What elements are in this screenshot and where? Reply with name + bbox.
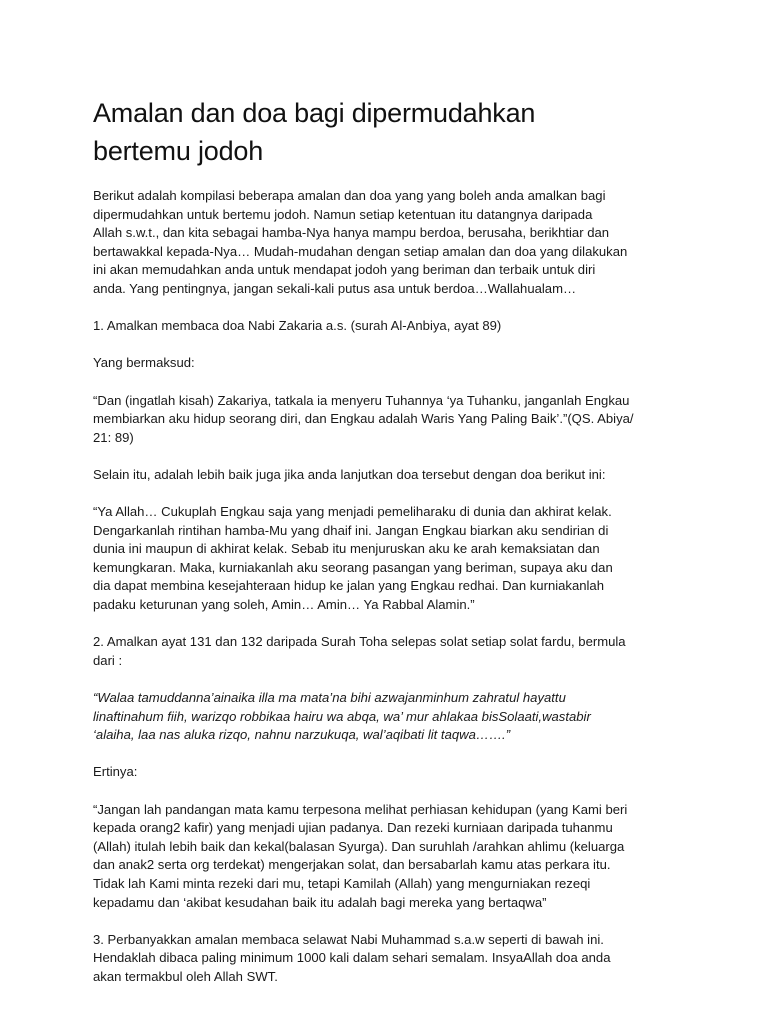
paragraph-line: dari : <box>93 652 123 668</box>
paragraph-line: kemungkaran. Maka, kurniakanlah aku seorang pasangan yang beriman, supaya aku dan <box>93 559 613 575</box>
paragraph-line: “Walaa tamuddanna’ainaika illa ma mata’na bihi azwajanminhum zahratul hayattu <box>93 690 566 706</box>
paragraph-line: Hendaklah dibaca paling minimum 1000 kali dalam sehari semalam. InsyaAllah doa anda <box>93 950 611 966</box>
paragraph-line: bertawakkal kepada-Nya… Mudah-mudahan dengan setiap amalan dan doa yang dilakukan <box>93 243 628 259</box>
paragraph-line: Ertinya: <box>93 764 138 780</box>
paragraph-line: Berikut adalah kompilasi beberapa amalan dan doa yang yang boleh anda amalkan bagi <box>93 188 606 203</box>
title-line: bertemu jodoh <box>93 136 264 166</box>
paragraph-line: 21: 89) <box>93 429 134 445</box>
paragraph-line: membiarkan aku hidup seorang diri, dan Engkau adalah Waris Yang Paling Baik’.”(QS. Abiya/ <box>93 411 634 427</box>
paragraph-line: Dengarkanlah rintihan hamba-Mu yang dhaif ini. Jangan Engkau biarkan aku sendirian di <box>93 522 609 538</box>
paragraph-line: kepada orang2 kafir) yang menjadi ujian padanya. Dan rezeki kurniaan daripada tuhanmu <box>93 820 613 836</box>
paragraph-line: dia dapat membina kesejahteraan hidup ke jalan yang Engkau redhai. Dan kurniakanlah <box>93 578 605 594</box>
paragraph-line: dipermudahkan untuk bertemu jodoh. Namun setiap ketentuan itu datangnya daripada <box>93 206 593 222</box>
document-body <box>93 187 693 987</box>
paragraph <box>93 354 693 373</box>
paragraph-line: Allah s.w.t., dan kita sebagai hamba-Nya hanya mampu berdoa, berusaha, berikhtiar dan <box>93 225 610 241</box>
paragraph <box>93 503 693 615</box>
paragraph-line: “Jangan lah pandangan mata kamu terpesona melihat perhiasan kehidupan (yang Kami beri <box>93 801 628 817</box>
paragraph-line: “Dan (ingatlah kisah) Zakariya, tatkala ia menyeru Tuhannya ‘ya Tuhanku, janganlah Engkau <box>93 392 630 408</box>
paragraph <box>93 392 693 448</box>
paragraph <box>93 633 693 670</box>
paragraph-line: akan termakbul oleh Allah SWT. <box>93 968 278 984</box>
paragraph-line: kepadamu dan ‘akibat kesudahan baik itu adalah bagi mereka yang bertaqwa” <box>93 894 547 910</box>
paragraph <box>93 689 693 745</box>
paragraph-line: Selain itu, adalah lebih baik juga jika anda lanjutkan doa tersebut dengan doa berikut ini: <box>93 466 606 482</box>
document-page <box>93 94 693 1005</box>
paragraph-line: “Ya Allah… Cukuplah Engkau saja yang menjadi pemeliharaku di dunia dan akhirat kelak. <box>93 504 612 520</box>
paragraph-line: padaku keturunan yang soleh, Amin… Amin… Ya Rabbal Alamin.” <box>93 597 475 613</box>
paragraph <box>93 187 693 299</box>
paragraph-line: 1. Amalkan membaca doa Nabi Zakaria a.s. (surah Al-Anbiya, ayat 89) <box>93 318 502 334</box>
paragraph-line: Yang bermaksud: <box>93 355 195 371</box>
paragraph-line: (Allah) itulah lebih baik dan kekal(balasan Syurga). Dan suruhlah /arahkan ahlimu (keluarga <box>93 838 625 854</box>
paragraph-line: Tidak lah Kami minta rezeki dari mu, tetapi Kamilah (Allah) yang mengurniakan rezeqi <box>93 875 591 891</box>
paragraph-line: 2. Amalkan ayat 131 dan 132 daripada Surah Toha selepas solat setiap solat fardu, bermula <box>93 634 626 650</box>
paragraph-line: ‘alaiha, laa nas aluka rizqo, nahnu narzukuqa, wal’aqibati lit taqwa…….” <box>93 727 511 743</box>
paragraph <box>93 931 693 987</box>
paragraph <box>93 801 693 913</box>
paragraph <box>93 466 693 485</box>
paragraph <box>93 763 693 782</box>
paragraph-line: linaftinahum fiih, warizqo robbikaa hairu wa abqa, wa’ mur ahlakaa bisSolaati,wastabir <box>93 708 591 724</box>
paragraph-line: dan anak2 serta org terdekat) mengerjakan solat, dan bersabarlah kamu atas perkara itu. <box>93 857 611 873</box>
paragraph-line: 3. Perbanyakkan amalan membaca selawat Nabi Muhammad s.a.w seperti di bawah ini. <box>93 931 604 947</box>
paragraph-line: ini akan memudahkan anda untuk mendapat jodoh yang beriman dan terbaik untuk diri <box>93 262 596 278</box>
paragraph <box>93 317 693 336</box>
paragraph-line: dunia ini maupun di akhirat kelak. Sebab itu menjuruskan aku ke arah kemaksiatan dan <box>93 541 600 557</box>
page-title <box>93 94 693 170</box>
paragraph-line: anda. Yang pentingnya, jangan sekali-kali putus asa untuk berdoa…Wallahualam… <box>93 280 577 296</box>
title-line: Amalan dan doa bagi dipermudahkan <box>93 98 536 128</box>
